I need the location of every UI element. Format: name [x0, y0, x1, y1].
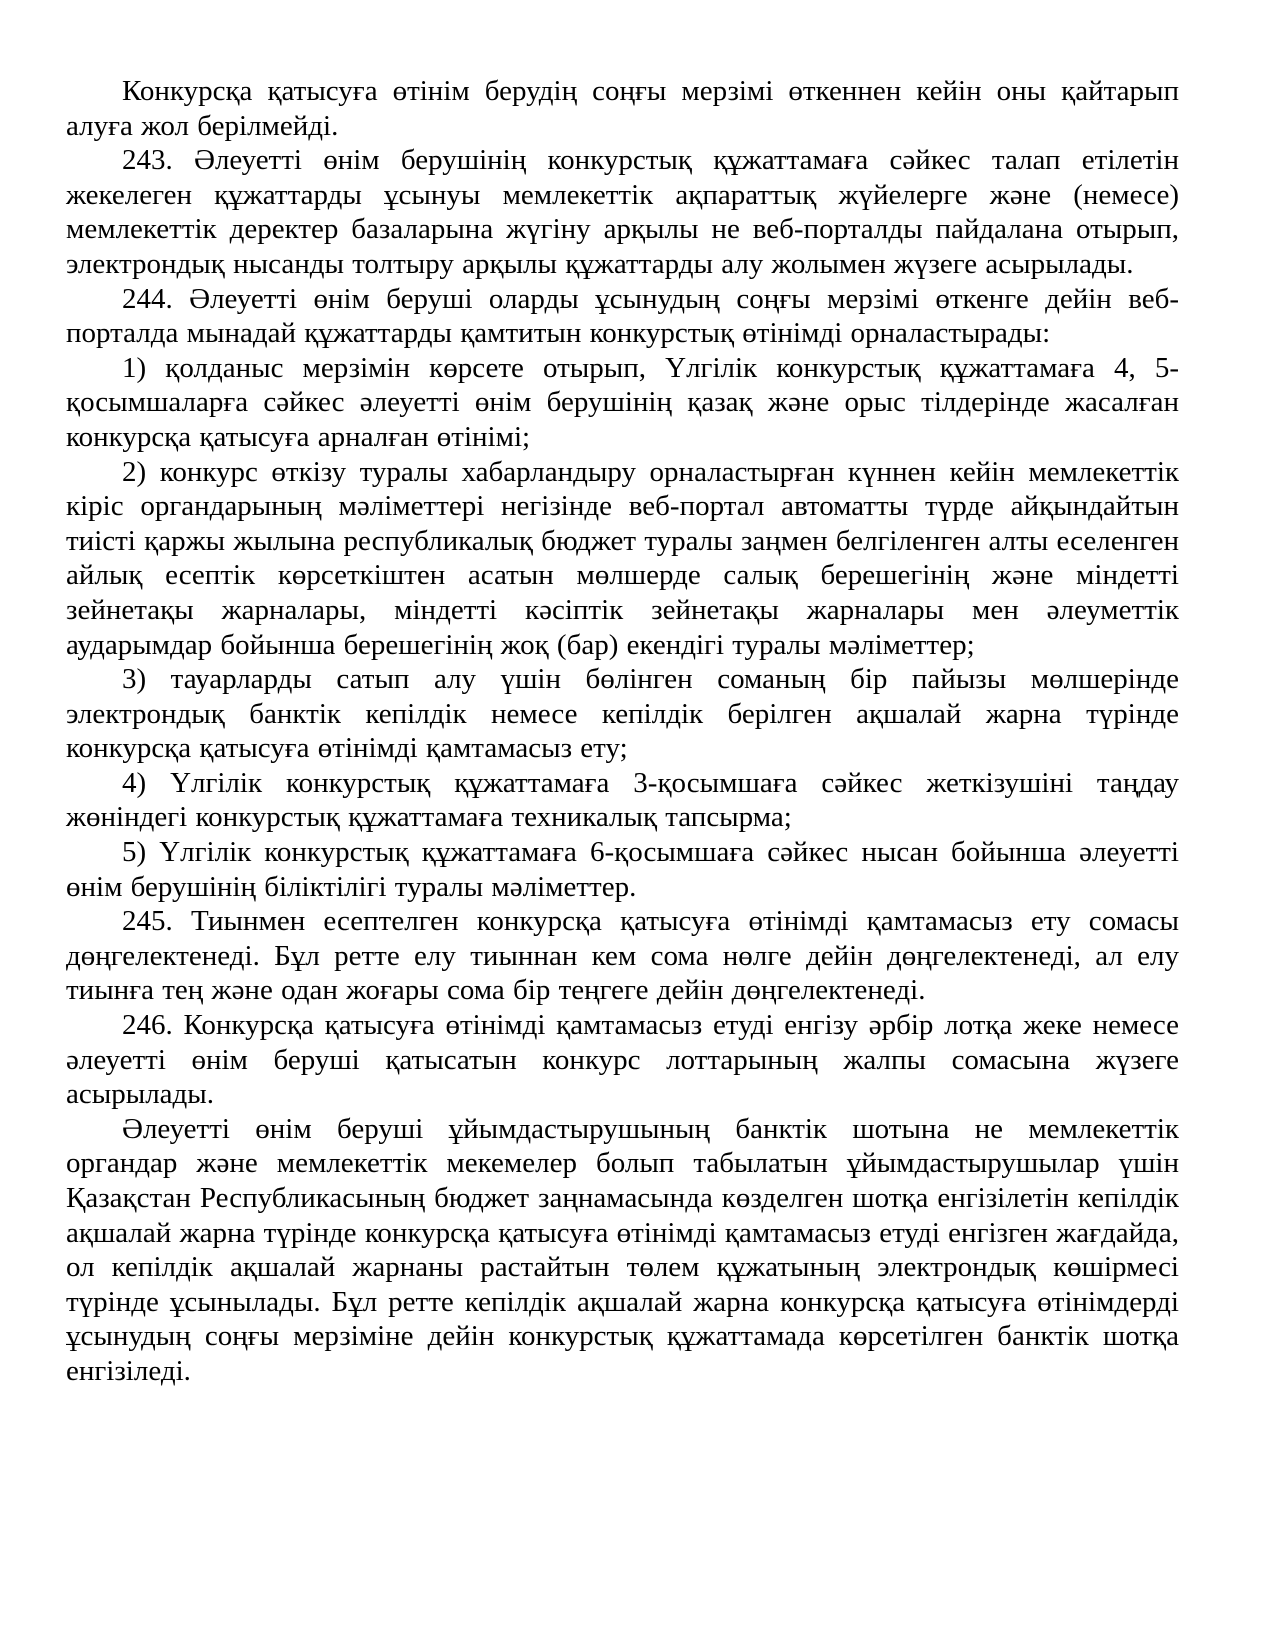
list-item-1: 1) қолданыс мерзімін көрсете отырып, Үлгілік конкурстық құжаттамаға 4, 5-қосымшаларға сәйкес әлеуетті өнім берушінің қазақ және орыс тілдерінде жасалған конкурсқа қатысуға арналған өтінімі; — [66, 351, 1179, 453]
paragraph-guarantee-deposit: Әлеуетті өнім беруші ұйымдастырушының банктік шотына не мемлекеттік органдар және мемлекеттік мекемелер болып табылатын ұйымдастырушылар үшін Қазақстан Республикасының бюджет заңнамасында көзделген шотқа енгізілетін кепілдік ақшалай жарна түрінде конкурсқа қатысуға өтінімді қамтамасыз етуді енгізген жағдайда, ол кепілдік ақшалай жарнаны растайтын төлем құжатының электрондық көшірмесі түрінде ұсынылады. Бұл ретте кепілдік ақшалай жарна конкурсқа қатысуға өтінімдерді ұсынудың соңғы мерзіміне дейін конкурстық құжаттамада көрсетілген банктік шотқа енгізіледі. — [66, 1112, 1179, 1387]
paragraph-246: 246. Конкурсқа қатысуға өтінімді қамтамасыз етуді енгізу әрбір лотқа жеке немесе әлеуетті өнім беруші қатысатын конкурс лоттарының жалпы сомасына жүзеге асырылады. — [66, 1009, 1179, 1111]
list-item-2: 2) конкурс өткізу туралы хабарландыру орналастырған күннен кейін мемлекеттік кіріс органдарының мәліметтері негізінде веб-портал автоматты түрде айқындайтын тиісті қаржы жылына республикалық бюджет туралы заңмен белгіленген алты еселенген айлық есептік көрсеткіштен асатын мөлшерде салық берешегінің және міндетті зейнетақы жарналары, міндетті кәсіптік зейнетақы жарналары мен әлеуметтік аударымдар бойынша берешегінің жоқ (бар) екендігі туралы мәліметтер; — [66, 455, 1179, 661]
list-item-3: 3) тауарларды сатып алу үшін бөлінген соманың бір пайызы мөлшерінде электрондық банктік кепілдік немесе кепілдік берілген ақшалай жарна түрінде конкурсқа қатысуға өтінімді қамтамасыз ету; — [66, 663, 1179, 765]
paragraph-244: 244. Әлеуетті өнім беруші оларды ұсынудың соңғы мерзімі өткенге дейін веб-порталда мынадай құжаттарды қамтитын конкурстық өтінімді орналастырады: — [66, 282, 1179, 350]
paragraph-return-not-allowed: Конкурсқа қатысуға өтінім берудің соңғы мерзімі өткеннен кейін оны қайтарып алуға жол берілмейді. — [66, 75, 1179, 142]
list-item-5: 5) Үлгілік конкурстық құжаттамаға 6-қосымшаға сәйкес нысан бойынша әлеуетті өнім берушінің біліктілігі туралы мәліметтер. — [66, 836, 1179, 903]
list-item-4: 4) Үлгілік конкурстық құжаттамаға 3-қосымшаға сәйкес жеткізушіні таңдау жөніндегі конкурстық құжаттамаға техникалық тапсырма; — [66, 766, 1179, 834]
paragraph-245: 245. Тиынмен есептелген конкурсқа қатысуға өтінімді қамтамасыз ету сомасы дөңгелектенеді. Бұл ретте елу тиыннан кем сома нөлге дейін дөңгелектенеді, ал елу тиынға тең және одан жоғары сома бір теңгеге дейін дөңгелектенеді. — [66, 905, 1179, 1007]
document-body — [66, 74, 1179, 1389]
paragraph-243: 243. Әлеуетті өнім берушінің конкурстық құжаттамаға сәйкес талап етілетін жекелеген құжаттарды ұсынуы мемлекеттік ақпараттық жүйелерге және (немесе) мемлекеттік деректер базаларына жүгіну арқылы не веб-порталды пайдалана отырып, электрондық нысанды толтыру арқылы құжаттарды алу жолымен жүзеге асырылады. — [66, 144, 1179, 280]
